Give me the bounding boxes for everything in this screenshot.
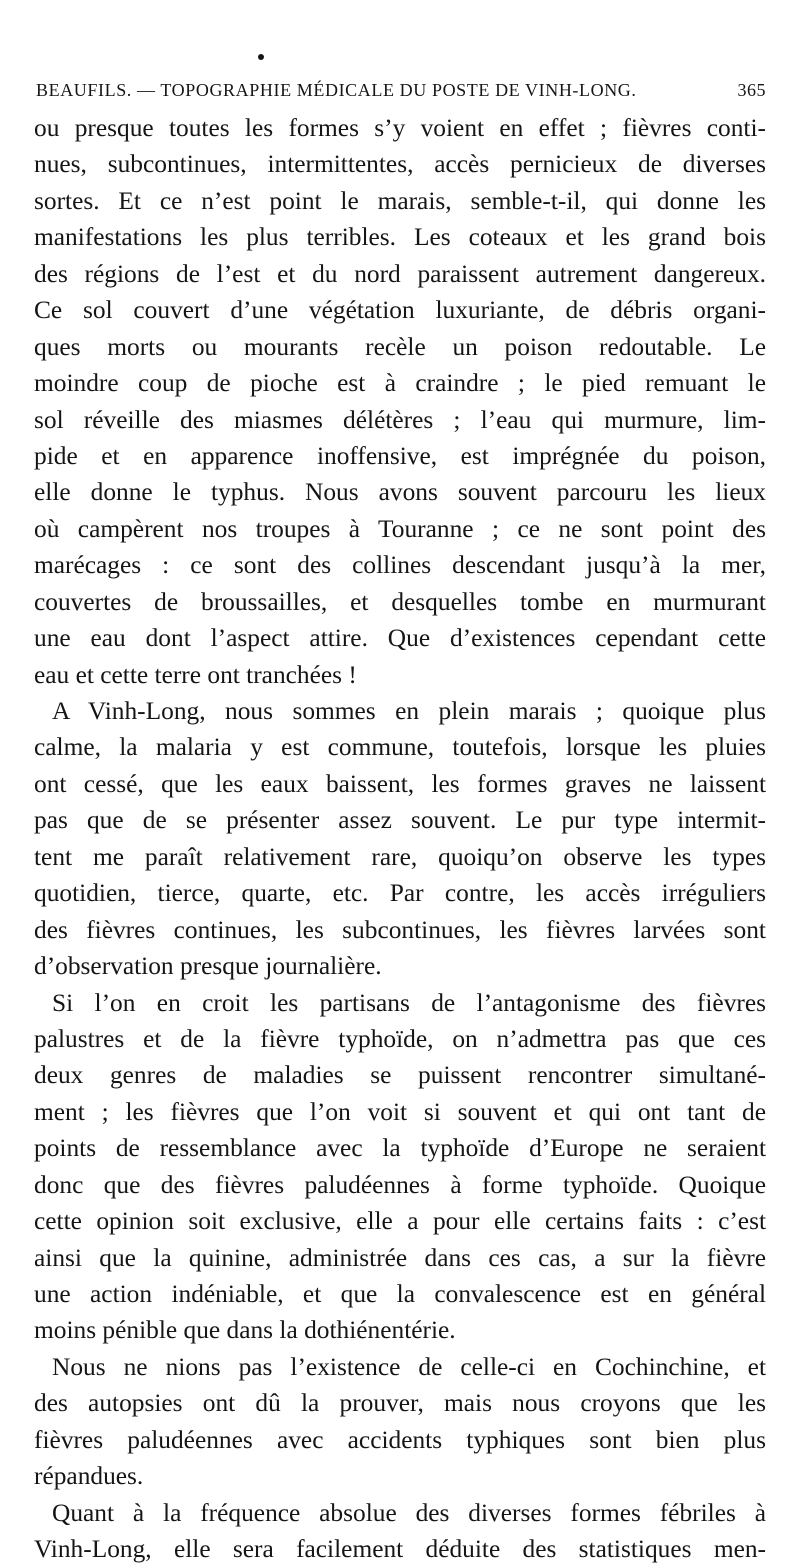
running-header (36, 80, 766, 101)
text-line: calme, la malaria y est commune, toutefois, lorsque les pluies (34, 733, 766, 762)
text-line: ques morts ou mourants recèle un poison redoutable. Le (34, 332, 766, 361)
ink-speck (258, 54, 264, 60)
text-line: ont cessé, que les eaux baissent, les formes graves ne laissent (34, 769, 766, 798)
page-number: 365 (737, 80, 766, 100)
text-line: quotidien, tierce, quarte, etc. Par contre, les accès irréguliers (34, 879, 766, 908)
text-line: sol réveille des miasmes délétères ; l’eau qui murmure, lim- (34, 405, 766, 434)
text-line: pas que de se présenter assez souvent. Le pur type intermit- (34, 806, 766, 835)
text-line: eau et cette terre ont tranchées ! (34, 660, 357, 689)
text-line: Nous ne nions pas l’existence de celle-ci en Cochinchine, et (52, 1352, 766, 1381)
text-line: ment ; les fièvres que l’on voit si souvent et qui ont tant de (34, 1097, 766, 1126)
text-line: ou presque toutes les formes s’y voient en effet ; fièvres conti- (34, 114, 766, 142)
text-line: Ce sol couvert d’une végétation luxuriante, de débris organi- (34, 296, 766, 325)
text-line: Si l’on en croit les partisans de l’antagonisme des fièvres (52, 988, 766, 1017)
text-line: pide et en apparence inoffensive, est imprégnée du poison, (34, 441, 766, 470)
text-line: cette opinion soit exclusive, elle a pour elle certains faits : c’est (34, 1207, 766, 1236)
text-line: ainsi que la quinine, administrée dans ces cas, a sur la fièvre (34, 1243, 766, 1272)
text-line: A Vinh-Long, nous sommes en plein marais ; quoique plus (52, 697, 766, 725)
text-line: des autopsies ont dû la prouver, mais nous croyons que les (34, 1389, 766, 1418)
text-line: tent me paraît relativement rare, quoiqu’on observe les types (34, 842, 766, 871)
text-line: marécages : ce sont des collines descendant jusqu’à la mer, (34, 551, 766, 580)
text-line: sortes. Et ce n’est point le marais, semble-t-il, qui donne les (34, 186, 766, 215)
text-line: une eau dont l’aspect attire. Que d’existences cependant cette (34, 624, 766, 653)
body-text (34, 110, 766, 1568)
text-line: moindre coup de pioche est à craindre ; le pied remuant le (34, 369, 766, 398)
text-line: manifestations les plus terribles. Les coteaux et les grand bois (34, 223, 766, 252)
text-line: une action indéniable, et que la convalescence est en général (34, 1280, 766, 1308)
text-line: fièvres paludéennes avec accidents typhiques sont bien plus (34, 1425, 766, 1454)
running-title: BEAUFILS. — TOPOGRAPHIE MÉDICALE DU POSTE DE VINH-LONG. (36, 80, 637, 100)
text-line: répandues. (34, 1462, 144, 1491)
text-line: Vinh-Long, elle sera facilement déduite des statistiques men- (34, 1535, 766, 1564)
text-line: Quant à la fréquence absolue des diverses formes fébriles à (52, 1498, 766, 1527)
text-line: couvertes de broussailles, et desquelles tombe en murmurant (34, 587, 766, 616)
text-line: des régions de l’est et du nord paraissent autrement dangereux. (34, 259, 766, 288)
text-line: nues, subcontinues, intermittentes, accès pernicieux de diverses (34, 150, 766, 179)
text-line: points de ressemblance avec la typhoïde d’Europe ne seraient (34, 1134, 766, 1163)
text-line: donc que des fièvres paludéennes à forme typhoïde. Quoique (34, 1170, 766, 1199)
text-line: elle donne le typhus. Nous avons souvent parcouru les lieux (34, 478, 766, 507)
text-line: d’observation presque journalière. (34, 952, 382, 981)
text-line: où campèrent nos troupes à Touranne ; ce ne sont point des (34, 514, 766, 543)
text-line: moins pénible que dans la dothiénentérie. (34, 1316, 456, 1345)
text-line: des fièvres continues, les subcontinues, les fièvres larvées sont (34, 915, 766, 944)
text-line: palustres et de la fièvre typhoïde, on n’admettra pas que ces (34, 1024, 766, 1053)
text-line: deux genres de maladies se puissent rencontrer simultané- (34, 1061, 766, 1090)
